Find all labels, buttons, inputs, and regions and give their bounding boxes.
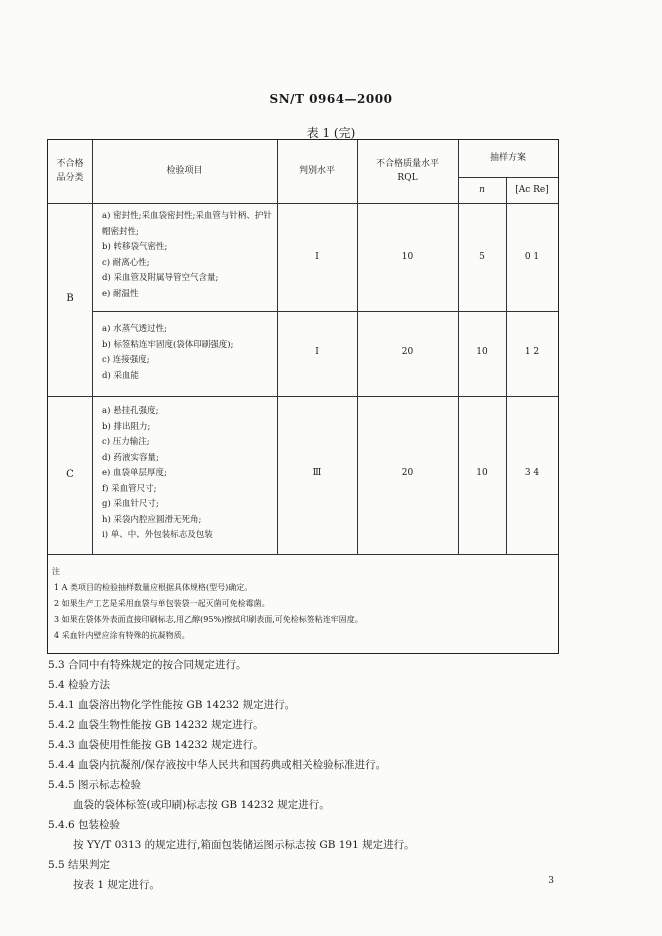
page-number: 3 [548,876,554,886]
note-line: 1 A 类项目的检验抽样数量应根据具体规格(型号)确定。 [54,583,253,592]
table-hline [458,177,558,178]
row-c-rql: 20 [401,468,414,478]
row-b1-n: 5 [479,252,485,262]
table-vline [506,177,507,554]
table-title: 表 1 (完) [306,126,356,140]
note-line: 3 如果在袋体外表面直接印刷标志,用乙醇(95%)擦拭印刷表面,可免检标签粘连牢固度。 [54,615,363,624]
item-line: f) 采血管尺寸; [102,483,157,494]
header-n: n [479,185,485,195]
item-line: a) 密封性;采血袋密封性;采血管与针柄、护针 [102,211,272,221]
header-plan: 抽样方案 [489,153,526,163]
item-line: c) 连接强度; [102,355,150,365]
item-line: 帽密封性; [102,226,139,237]
row-b2-ac-re: 1 2 [524,347,540,357]
table-hline [48,396,558,397]
item-line: e) 耐温性 [102,288,139,299]
row-c-items [102,404,213,544]
item-line: b) 标签粘连牢固度(袋体印刷强度); [102,339,234,350]
row-b2-items [102,322,233,384]
header-items: 检验项目 [166,166,203,176]
category-b: B [66,293,74,304]
item-line: a) 水蒸气透过性; [102,324,167,334]
item-line: c) 压力输注; [102,437,150,447]
table-notes [52,564,363,644]
clause-5-5-text: 按表 1 规定进行。 [73,879,160,891]
row-b2-rql: 20 [401,347,414,357]
table-hline [48,554,558,555]
row-b2-level: I [315,347,319,357]
item-line: i) 单、中、外包装标志及包装 [102,530,213,540]
row-b1-level: I [315,252,319,262]
clause-5-4-6: 5.4.6 包装检验 [48,819,121,831]
header-rql-line: RQL [397,173,418,183]
row-c-n: 10 [476,468,488,478]
clause-5-4-3: 5.4.3 血袋使用性能按 GB 14232 规定进行。 [48,739,264,751]
item-line: a) 悬挂孔强度; [102,406,159,416]
header-rql-line: 不合格质量水平 [375,159,439,169]
table-hline [48,203,558,204]
clause-5-4-1: 5.4.1 血袋溶出物化学性能按 GB 14232 规定进行。 [48,699,296,711]
clause-5-4: 5.4 检验方法 [48,679,111,691]
item-line: b) 排出阻力; [102,421,151,432]
row-b2-n: 10 [476,347,488,357]
clause-5-3: 5.3 合同中有特殊规定的按合同规定进行。 [48,659,247,671]
item-line: g) 采血针尺寸; [102,499,159,509]
item-line: b) 转移袋气密性; [102,242,168,252]
row-b1-items [102,209,272,302]
table-hline [92,311,558,312]
item-line: h) 采袋内腔应圆滑无死角; [102,514,202,525]
notes-label: 注 [52,567,60,576]
clause-5-4-5: 5.4.5 图示标志检验 [48,779,142,791]
row-b1-rql: 10 [401,252,414,262]
item-line: c) 耐离心性; [102,257,150,268]
row-c-level: Ⅲ [312,468,322,478]
category-c: C [66,469,74,480]
clause-5-4-5-text: 血袋的袋体标签(或印刷)标志按 GB 14232 规定进行。 [73,799,330,811]
header-level: 判别水平 [298,166,335,176]
item-line: d) 药液实容量; [102,452,159,463]
row-b1-ac-re: 0 1 [524,252,540,262]
header-ac-re: [Ac Re] [515,185,549,195]
header-category [48,157,92,185]
item-line: d) 采血管及附属导管空气含量; [102,273,219,283]
clause-5-5: 5.5 结果判定 [48,859,111,871]
header-category-line: 不合格 [56,159,84,169]
item-line: e) 血袋单层厚度; [102,468,167,478]
clause-5-4-2: 5.4.2 血袋生物性能按 GB 14232 规定进行。 [48,719,264,731]
clause-5-4-6-text: 按 YY/T 0313 的规定进行,箱面包装储运图示标志按 GB 191 规定进行。 [73,839,415,851]
header-rql [357,157,458,185]
inspection-table [47,139,559,654]
note-line: 4 采血针内壁应涂有特殊的抗凝物质。 [54,631,190,640]
item-line: d) 采血能 [102,370,139,381]
document-number: SN/T 0964—2000 [269,92,393,106]
note-line: 2 如果生产工艺是采用血袋与单包装袋一起灭菌可免检霉菌。 [54,599,270,608]
clause-5-4-4: 5.4.4 血袋内抗凝剂/保存液按中华人民共和国药典或相关检验标准进行。 [48,759,387,771]
header-category-line: 品分类 [56,173,84,183]
row-c-ac-re: 3 4 [524,468,540,478]
